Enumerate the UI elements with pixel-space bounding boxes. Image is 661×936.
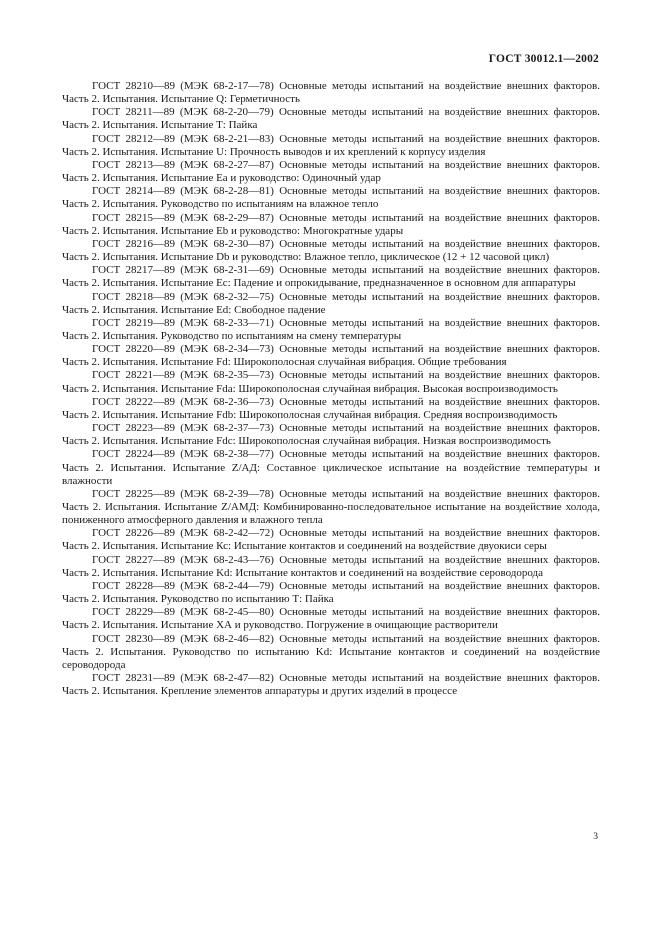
standard-entry: ГОСТ 28226—89 (МЭК 68-2-42—72) Основные методы испытаний на воздействие внешних факторов. Часть 2. Испытания. Испытание Кс: Испытание контактов и соединений на воздействие двуокиси серы: [62, 527, 600, 553]
standard-entry: ГОСТ 28221—89 (МЭК 68-2-35—73) Основные методы испытаний на воздействие внешних факторов. Часть 2. Испытания. Испытание Fda: Широкополосная случайная вибрация. Высокая воспроизводимость: [62, 369, 600, 395]
standard-entry: ГОСТ 28229—89 (МЭК 68-2-45—80) Основные методы испытаний на воздействие внешних факторов. Часть 2. Испытания. Испытание ХА и руководство. Погружение в очищающие растворители: [62, 606, 600, 632]
standard-entry: ГОСТ 28223—89 (МЭК 68-2-37—73) Основные методы испытаний на воздействие внешних факторов. Часть 2. Испытания. Испытание Fdc: Широкополосная случайная вибрация. Низкая воспроизводимость: [62, 422, 600, 448]
standard-entry: ГОСТ 28220—89 (МЭК 68-2-34—73) Основные методы испытаний на воздействие внешних факторов. Часть 2. Испытания. Испытание Fd: Широкополосная случайная вибрация. Общие требования: [62, 343, 600, 369]
standard-entry: ГОСТ 28230—89 (МЭК 68-2-46—82) Основные методы испытаний на воздействие внешних факторов. Часть 2. Испытания. Руководство по испытанию Kd: Испытание контактов и соединений на воздействие сероводорода: [62, 632, 600, 671]
standard-entry: ГОСТ 28217—89 (МЭК 68-2-31—69) Основные методы испытаний на воздействие внешних факторов. Часть 2. Испытания. Испытание Ec: Падение и опрокидывание, предназначенное в основном для аппаратуры: [62, 264, 600, 290]
standard-entry: ГОСТ 28231—89 (МЭК 68-2-47—82) Основные методы испытаний на воздействие внешних факторов. Часть 2. Испытания. Крепление элементов аппаратуры и других изделий в процессе: [62, 672, 600, 698]
standard-entry: ГОСТ 28222—89 (МЭК 68-2-36—73) Основные методы испытаний на воздействие внешних факторов. Часть 2. Испытания. Испытание Fdb: Широкополосная случайная вибрация. Средняя воспроизводимость: [62, 395, 600, 421]
standard-entry: ГОСТ 28212—89 (МЭК 68-2-21—83) Основные методы испытаний на воздействие внешних факторов. Часть 2. Испытания. Испытание U: Прочность выводов и их креплений к корпусу изделия: [62, 132, 600, 158]
standard-entry: ГОСТ 28214—89 (МЭК 68-2-28—81) Основные методы испытаний на воздействие внешних факторов. Часть 2. Испытания. Руководство по испытаниям на влажное тепло: [62, 185, 600, 211]
standard-entry: ГОСТ 28210—89 (МЭК 68-2-17—78) Основные методы испытаний на воздействие внешних факторов. Часть 2. Испытания. Испытание Q: Герметичность: [62, 80, 600, 106]
standard-entry: ГОСТ 28213—89 (МЭК 68-2-27—87) Основные методы испытаний на воздействие внешних факторов. Часть 2. Испытания. Испытание Еа и руководство: Одиночный удар: [62, 158, 600, 185]
standard-entry: ГОСТ 28225—89 (МЭК 68-2-39—78) Основные методы испытаний на воздействие внешних факторов. Часть 2. Испытания. Испытание Z/АМД: Комбинированно-последовательное испытание на воздействие холода, пониженного атмосферного давления и влажного тепла: [62, 487, 600, 527]
standard-entry: ГОСТ 28227—89 (МЭК 68-2-43—76) Основные методы испытаний на воздействие внешних факторов. Часть 2. Испытания. Испытание Kd: Испытание контактов и соединений на воздействие сероводорода: [62, 553, 600, 579]
standards-list: [62, 80, 600, 698]
standard-entry: ГОСТ 28219—89 (МЭК 68-2-33—71) Основные методы испытаний на воздействие внешних факторов. Часть 2. Испытания. Руководство по испытаниям на смену температуры: [62, 316, 600, 342]
standard-entry: ГОСТ 28215—89 (МЭК 68-2-29—87) Основные методы испытаний на воздействие внешних факторов. Часть 2. Испытания. Испытание Eb и руководство: Многократные удары: [62, 211, 600, 237]
standard-entry: ГОСТ 28224—89 (МЭК 68-2-38—77) Основные методы испытаний на воздействие внешних факторов. Часть 2. Испытания. Испытание Z/АД: Составное циклическое испытание на воздействие температуры и влажности: [62, 448, 600, 487]
page-header: ГОСТ 30012.1—2002: [488, 53, 599, 65]
standard-entry: ГОСТ 28216—89 (МЭК 68-2-30—87) Основные методы испытаний на воздействие внешних факторов. Часть 2. Испытания. Испытание Db и руководство: Влажное тепло, циклическое (12 + 12 часовой цикл): [62, 237, 600, 264]
standard-entry: ГОСТ 28228—89 (МЭК 68-2-44—79) Основные методы испытаний на воздействие внешних факторов. Часть 2. Испытания. Руководство по испытанию Т: Пайка: [62, 579, 600, 606]
page-number: 3: [593, 832, 598, 842]
standard-entry: ГОСТ 28218—89 (МЭК 68-2-32—75) Основные методы испытаний на воздействие внешних факторов. Часть 2. Испытания. Испытание Ed: Свободное падение: [62, 290, 600, 316]
standard-entry: ГОСТ 28211—89 (МЭК 68-2-20—79) Основные методы испытаний на воздействие внешних факторов. Часть 2. Испытания. Испытание Т: Пайка: [62, 106, 600, 132]
